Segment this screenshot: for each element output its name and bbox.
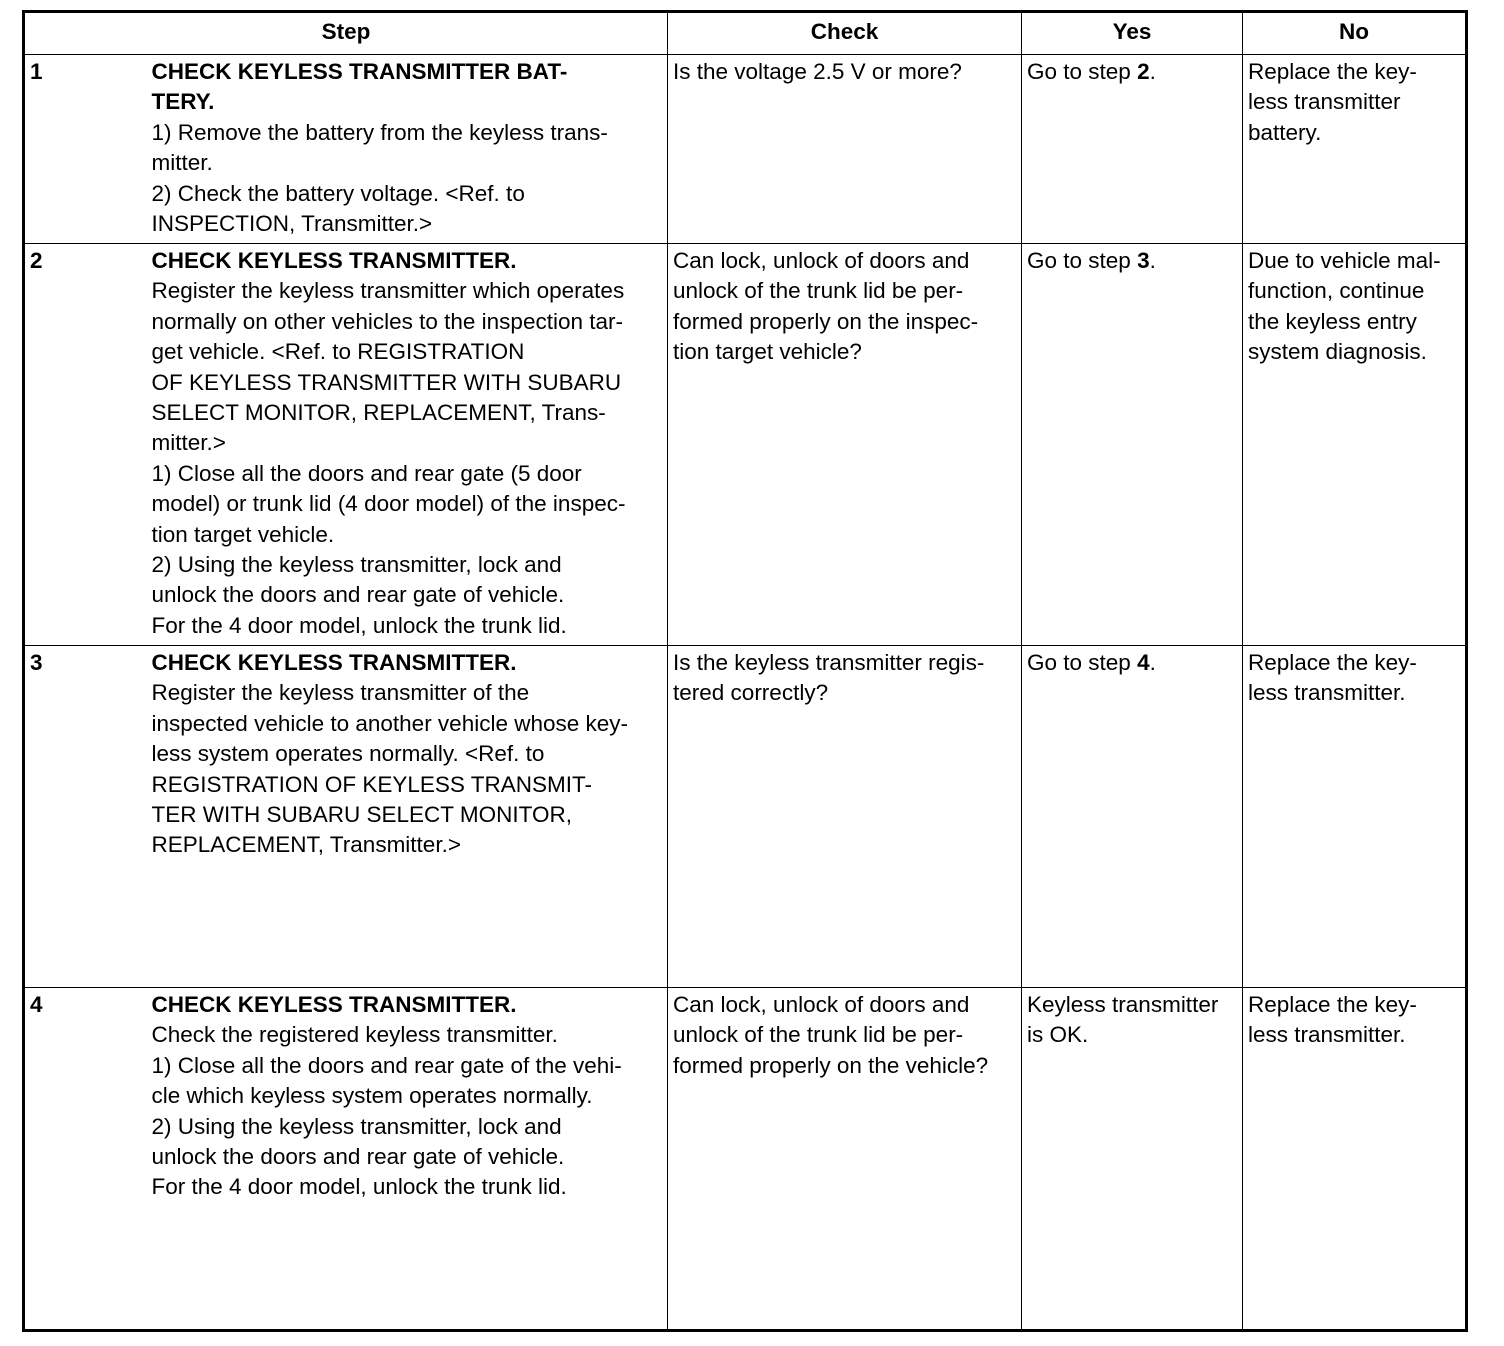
step-text: unlock the doors and rear gate of vehicle. bbox=[151, 582, 565, 608]
check-text: Is the voltage 2.5 V or more? bbox=[673, 59, 962, 84]
step-text: Register the keyless transmitter of the bbox=[151, 680, 530, 706]
step-title: CHECK KEYLESS TRANSMITTER. bbox=[151, 992, 517, 1017]
yes-suffix: . bbox=[1149, 59, 1156, 84]
yes-suffix: . bbox=[1149, 650, 1156, 675]
no-text: Replace the key- bbox=[1248, 650, 1417, 675]
step-text: REGISTRATION OF KEYLESS TRANSMIT- bbox=[151, 771, 592, 797]
yes-cell bbox=[1022, 646, 1243, 988]
check-cell bbox=[668, 55, 1022, 244]
step-cell bbox=[147, 55, 668, 244]
no-text: system diagnosis. bbox=[1248, 339, 1427, 365]
no-cell bbox=[1243, 55, 1467, 244]
check-text: Is the keyless transmitter regis- bbox=[673, 650, 985, 675]
step-text: mitter.> bbox=[151, 430, 226, 456]
step-title: CHECK KEYLESS TRANSMITTER BAT- bbox=[151, 59, 568, 84]
table-row bbox=[24, 988, 1467, 1331]
header-step: Step bbox=[24, 12, 668, 55]
step-text: Check the registered keyless transmitter. bbox=[151, 1022, 558, 1048]
no-cell bbox=[1243, 646, 1467, 988]
step-number: 3 bbox=[24, 646, 147, 988]
yes-cell bbox=[1022, 55, 1243, 244]
no-cell bbox=[1243, 244, 1467, 646]
no-text: battery. bbox=[1248, 119, 1322, 145]
yes-prefix: Go to step bbox=[1027, 650, 1138, 675]
yes-step-ref: 4 bbox=[1137, 650, 1150, 675]
step-title: TERY. bbox=[151, 89, 215, 115]
no-text: less transmitter. bbox=[1248, 1022, 1406, 1048]
no-cell bbox=[1243, 988, 1467, 1331]
step-text: unlock the doors and rear gate of vehicle. bbox=[151, 1144, 565, 1170]
header-no: No bbox=[1243, 12, 1467, 55]
yes-prefix: Go to step bbox=[1027, 248, 1138, 273]
header-row bbox=[24, 12, 1467, 55]
no-text: the keyless entry bbox=[1248, 308, 1417, 334]
step-text: 1) Remove the battery from the keyless trans- bbox=[151, 119, 608, 145]
table-row bbox=[24, 646, 1467, 988]
no-text: Replace the key- bbox=[1248, 992, 1417, 1017]
step-text: tion target vehicle. bbox=[151, 521, 335, 547]
step-cell bbox=[147, 988, 668, 1331]
step-text: SELECT MONITOR, REPLACEMENT, Trans- bbox=[151, 400, 606, 426]
step-number: 2 bbox=[24, 244, 147, 646]
yes-step-ref: 2 bbox=[1137, 59, 1150, 84]
check-cell bbox=[668, 244, 1022, 646]
header-yes: Yes bbox=[1022, 12, 1243, 55]
step-text: 1) Close all the doors and rear gate of the vehi- bbox=[151, 1052, 622, 1078]
step-text: For the 4 door model, unlock the trunk lid. bbox=[151, 1174, 567, 1200]
step-text: REPLACEMENT, Transmitter.> bbox=[151, 832, 461, 858]
step-title: CHECK KEYLESS TRANSMITTER. bbox=[151, 650, 517, 675]
check-text: unlock of the trunk lid be per- bbox=[673, 278, 964, 304]
header-check: Check bbox=[668, 12, 1022, 55]
step-text: 1) Close all the doors and rear gate (5 door bbox=[151, 460, 582, 486]
yes-suffix: . bbox=[1149, 248, 1156, 273]
step-number: 4 bbox=[24, 988, 147, 1331]
step-text: TER WITH SUBARU SELECT MONITOR, bbox=[151, 802, 572, 828]
step-text: 2) Using the keyless transmitter, lock and bbox=[151, 1113, 562, 1139]
yes-step-ref: 3 bbox=[1137, 248, 1150, 273]
check-text: tered correctly? bbox=[673, 680, 829, 706]
yes-text: is OK. bbox=[1027, 1022, 1089, 1048]
no-text: Replace the key- bbox=[1248, 59, 1417, 84]
step-text: 2) Using the keyless transmitter, lock and bbox=[151, 552, 562, 578]
step-cell bbox=[147, 646, 668, 988]
table-row bbox=[24, 55, 1467, 244]
step-title: CHECK KEYLESS TRANSMITTER. bbox=[151, 248, 517, 273]
step-number: 1 bbox=[24, 55, 147, 244]
step-text: 2) Check the battery voltage. <Ref. to bbox=[151, 180, 525, 206]
step-cell bbox=[147, 244, 668, 646]
check-text: tion target vehicle? bbox=[673, 339, 862, 365]
step-text: less system operates normally. <Ref. to bbox=[151, 741, 545, 767]
check-text: unlock of the trunk lid be per- bbox=[673, 1022, 964, 1048]
check-cell bbox=[668, 646, 1022, 988]
yes-prefix: Go to step bbox=[1027, 59, 1138, 84]
step-text: mitter. bbox=[151, 150, 213, 176]
diagnostic-table bbox=[22, 10, 1468, 1332]
yes-cell bbox=[1022, 244, 1243, 646]
check-text: Can lock, unlock of doors and bbox=[673, 248, 970, 273]
yes-text: Keyless transmitter bbox=[1027, 992, 1219, 1017]
step-text: normally on other vehicles to the inspection tar- bbox=[151, 308, 623, 334]
step-text: For the 4 door model, unlock the trunk lid. bbox=[151, 612, 567, 638]
step-text: cle which keyless system operates normally. bbox=[151, 1083, 593, 1109]
yes-cell bbox=[1022, 988, 1243, 1331]
no-text: Due to vehicle mal- bbox=[1248, 248, 1441, 273]
step-text: OF KEYLESS TRANSMITTER WITH SUBARU bbox=[151, 369, 622, 395]
check-text: formed properly on the inspec- bbox=[673, 308, 979, 334]
no-text: less transmitter bbox=[1248, 89, 1401, 115]
step-text: model) or trunk lid (4 door model) of the inspec- bbox=[151, 491, 626, 517]
step-text: get vehicle. <Ref. to REGISTRATION bbox=[151, 339, 525, 365]
step-text: INSPECTION, Transmitter.> bbox=[151, 211, 433, 237]
no-text: less transmitter. bbox=[1248, 680, 1406, 706]
step-text: Register the keyless transmitter which operates bbox=[151, 278, 625, 304]
no-text: function, continue bbox=[1248, 278, 1425, 304]
check-cell bbox=[668, 988, 1022, 1331]
table-row bbox=[24, 244, 1467, 646]
check-text: formed properly on the vehicle? bbox=[673, 1052, 989, 1078]
check-text: Can lock, unlock of doors and bbox=[673, 992, 970, 1017]
step-text: inspected vehicle to another vehicle whose key- bbox=[151, 710, 629, 736]
